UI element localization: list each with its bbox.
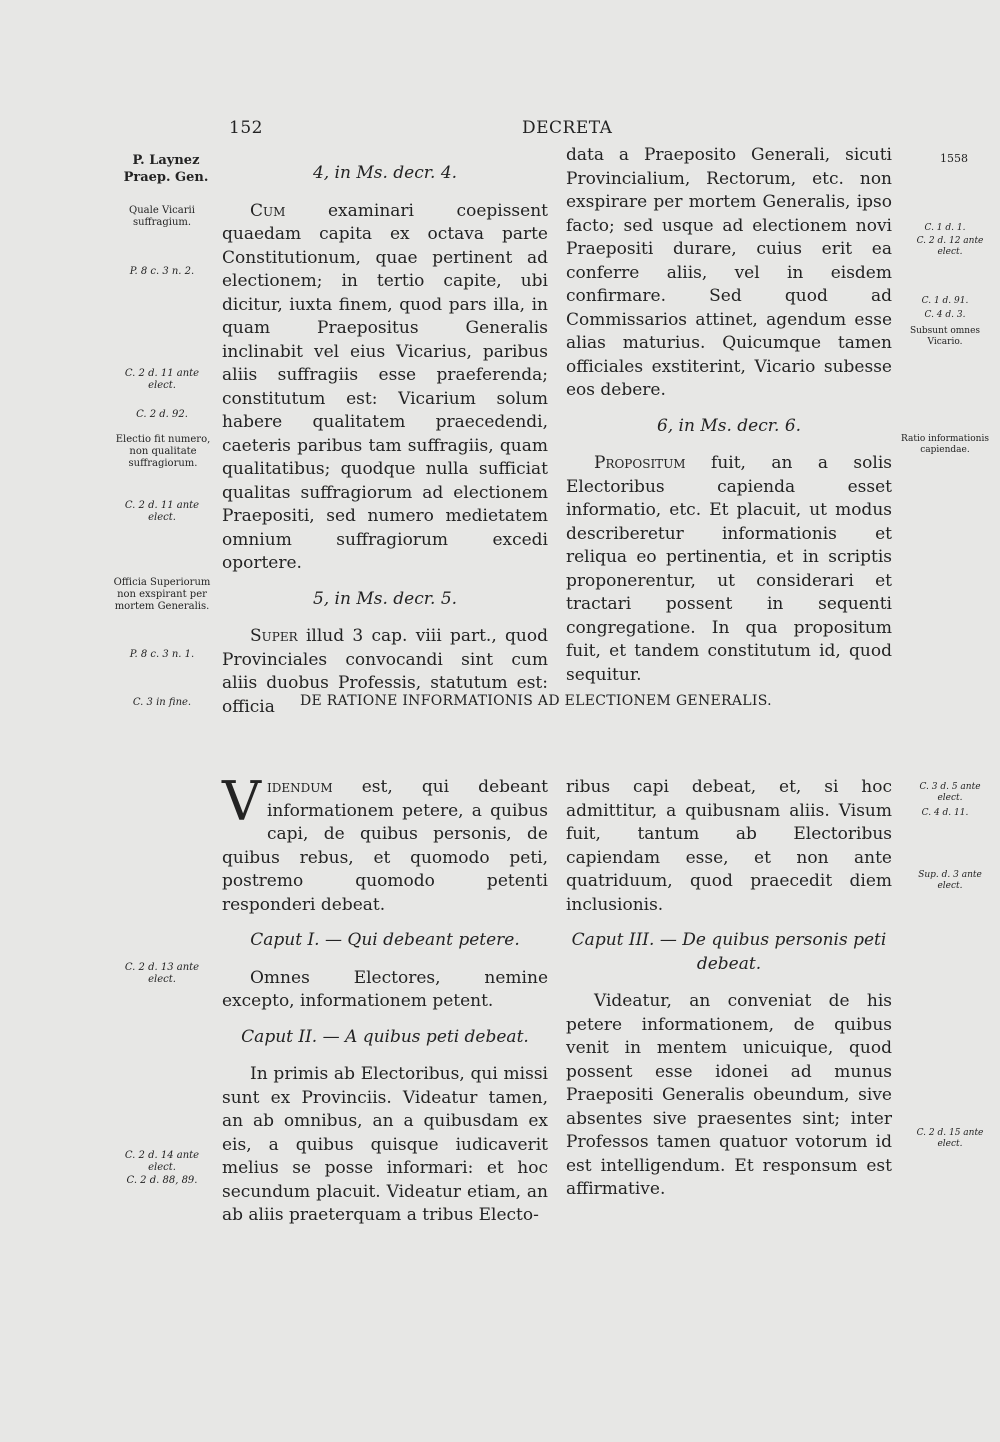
margin-note: C. 2 d. 92. [136, 409, 188, 420]
drop-capital: V [222, 770, 261, 833]
margin-note: C. 2 d. 15 ante elect. [916, 1128, 984, 1149]
margin-note: C. 4 d. 11. [921, 808, 969, 818]
decree-6-opening: Propositum [594, 453, 686, 473]
intro-paragraph [222, 770, 548, 917]
decree-4-opening: Cum [250, 200, 286, 221]
decree-5-text: illud 3 cap. viii part., quod Provinciales convocandi sint cum aliis duobus Professis, statutum est: officia [222, 626, 548, 717]
decree-4-text: examinari coepissent quaedam capita ex octava parte Constitutionum, quae pertinent ad electionem; in tertio capite, ubi dicitur, iuxta finem, quod pars illa, in quam Praepositus Generalis inclinabit vel eius Vicarius, paribus aliis suffragiis esse praeferenda; constitutum est: Vicarium solum habere qualitatem praecedendi, caeteris paribus tam suffragiis, quam qualitatibus; quodque nulla sufficiat qualitas suffragiorum ad electionem Praepositi, sed numero medietatem omnium suffragiorum excedi oportere. [222, 200, 548, 573]
page-number: 152 [229, 118, 263, 138]
margin-note: C. 2 d. 88, 89. [126, 1175, 198, 1186]
margin-note: Ratio informationis capiendae. [901, 434, 989, 455]
margin-note: C. 2 d. 13 ante elect. [124, 962, 200, 985]
margin-note: C. 3 d. 5 ante elect. [919, 782, 981, 803]
decree-6-text: fuit, an a solis Electoribus capienda esset informatio, etc. Et placuit, ut modus describeretur informationis et reliqua eo pertinentia, et in scriptis proponerentur, ut considerari et tractari possent in sequenti congregatione. In qua propositum fuit, et tandem constitutum id, quod sequitur. [566, 453, 892, 685]
top-right-column [566, 144, 892, 687]
bottom-left-column [222, 770, 548, 1228]
margin-note: P. 8 c. 3 n. 1. [129, 649, 195, 660]
margin-note: Sup. d. 3 ante elect. [918, 870, 982, 891]
intro-opening: idendum [267, 777, 333, 797]
decree-5-continuation: data a Praeposito Generali, sicuti Provincialium, Rectorum, etc. non exspirare per mortem Generalis, ipso facto; sed usque ad electionem novi Praepositi durare, cuius erit ea conferre aliis, vel in eisdem confirmare. Sed quod ad Commissarios attinet, agendum esse alias maturius. Quicumque tamen officiales exstiterint, Vicario subesse eos debere. [566, 145, 892, 400]
year: 1558 [940, 152, 968, 165]
top-left-column [222, 160, 548, 719]
chapter-3-text: Videatur, an conveniat de his petere informationem, de quibus venit in mentem unicuique, quod possent esse idonei ad munus Praepositi Generalis obeundum, sive absentes sive praesentes sint; inter Professos tamen quatuor votorum id est intelligendum. Et responsum est affirmative. [566, 991, 892, 1199]
margin-note: Quale Vicarii suffragium. [129, 205, 195, 228]
margin-note: Subsunt omnes Vicario. [909, 326, 981, 347]
margin-note: C. 4 d. 3. [924, 310, 966, 320]
margin-note: C. 1 d. 91. [921, 296, 969, 306]
chapter-2-heading: Caput II. — A quibus peti debeat. [241, 1026, 529, 1047]
chapter-1-heading: Caput I. — Qui debeant petere. [250, 930, 520, 950]
margin-note: Officia Superiorum non exspirant per mortem Generalis. [113, 577, 211, 612]
left-title [112, 152, 220, 186]
left-title-line2: Praep. Gen. [123, 170, 209, 185]
margin-note: P. 8 c. 3 n. 2. [129, 266, 195, 277]
margin-note: C. 2 d. 14 ante elect. [124, 1150, 200, 1173]
decree-heading-5: 5, in Ms. decr. 5. [312, 588, 458, 609]
margin-note: C. 3 in fine. [132, 697, 192, 708]
left-title-line1: P. Laynez [132, 153, 200, 168]
chapter-2-text: In primis ab Electoribus, qui missi sunt ex Provinciis. Videatur tamen, an ab omnibus, an a quibusdam ex eis, a quibus quisque iudicaverit melius se posse informari: et hoc secundum placuit. Videatur etiam, an ab aliis praeterquam a tribus Electo- [222, 1064, 548, 1225]
margin-note: C. 1 d. 1. [924, 223, 966, 233]
margin-note: C. 2 d. 12 ante elect. [916, 236, 984, 257]
intro-text: est, qui debeant informationem petere, a quibus capi, de quibus personis, de quibus rebus, et quomodo peti, postremo quomodo petenti responderi debeat. [222, 777, 548, 915]
chapter-3-heading: Caput III. — De quibus personis peti debeat. [571, 930, 887, 974]
margin-note: Electio fit numero, non qualitate suffragiorum. [115, 434, 211, 469]
chapter-1-text: Omnes Electores, nemine excepto, informationem petent. [222, 967, 548, 1011]
chapter-2-continuation: ribus capi debeat, et, si hoc admittitur, a quibusnam aliis. Visum fuit, tantum ab Electoribus capiendam esse, et non ante quatriduum, quod praecedit diem inclusionis. [566, 777, 892, 915]
decree-4-paragraph [222, 200, 548, 576]
decree-5-opening: Super [250, 626, 298, 646]
running-title: DECRETA [522, 118, 613, 138]
decree-6-paragraph [566, 452, 892, 687]
decree-heading-4: 4, in Ms. decr. 4. [312, 163, 458, 183]
margin-note: C. 2 d. 11 ante elect. [124, 500, 200, 523]
margin-note: C. 2 d. 11 ante elect. [124, 368, 200, 391]
bottom-right-column [566, 776, 892, 1202]
decree-heading-6: 6, in Ms. decr. 6. [656, 415, 802, 436]
section-title: DE RATIONE INFORMATIONIS AD ELECTIONEM GENERALIS. [300, 693, 772, 709]
